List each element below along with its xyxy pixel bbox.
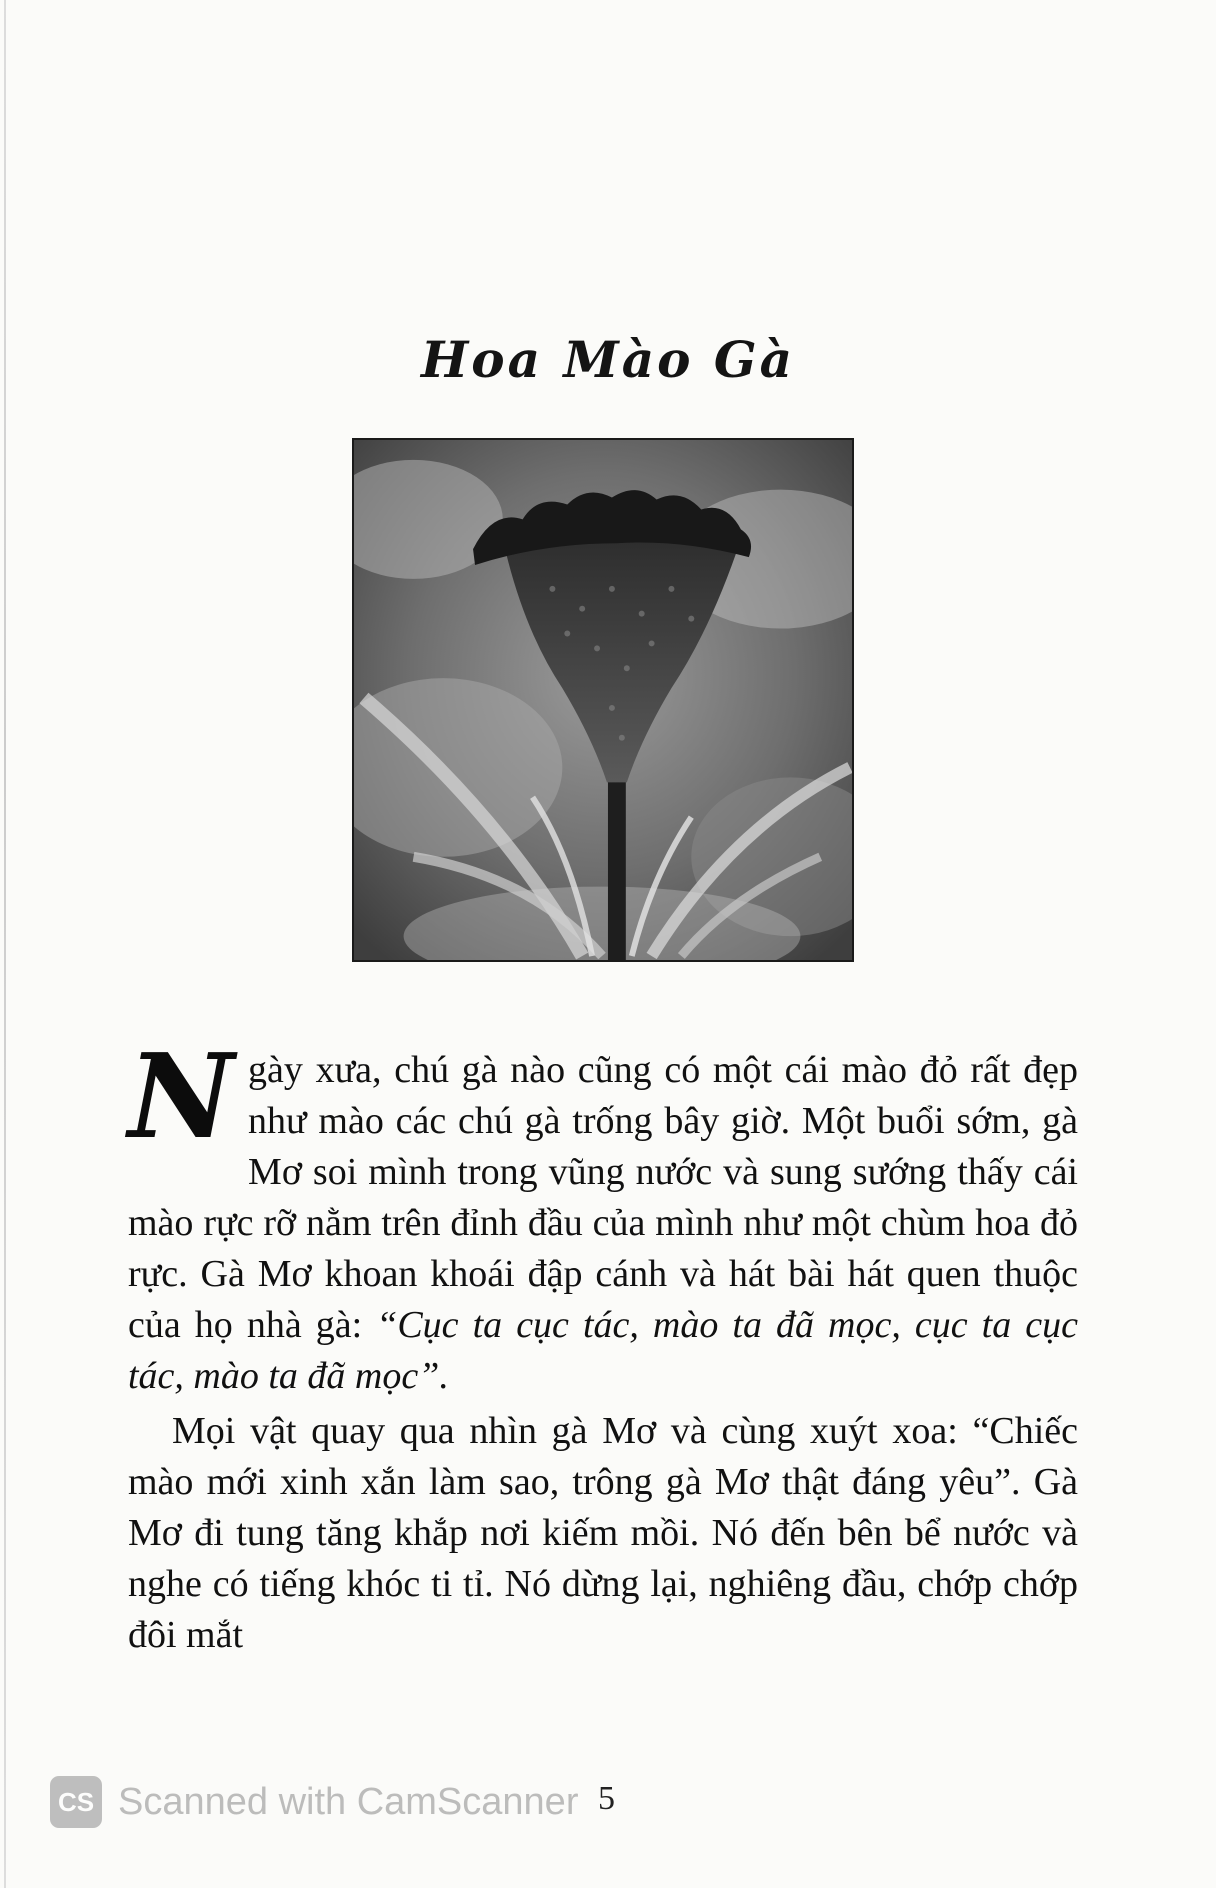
paragraph-text: gày xưa, chú gà nào cũng có một cái mào đỏ rất đẹp như mào các chú gà trống bây giờ. Một buổi sớm, gà Mơ soi mình trong vũng nước và sung sướng thấy cái mào rực rỡ nằm trên đỉnh đầu của mình như một chùm hoa đỏ rực. Gà Mơ khoan khoái đập cánh và hát bài hát quen thuộc của họ nhà gà: — [128, 1049, 1078, 1346]
camscanner-logo-icon: CS — [50, 1776, 102, 1828]
page-edge — [4, 0, 6, 1888]
page-number: 5 — [598, 1780, 615, 1817]
scanner-watermark — [50, 1776, 578, 1828]
song-lyrics: “Cục ta cục tác, mào ta đã mọc, cục ta cục tác, mào ta đã mọc”. — [128, 1304, 1079, 1397]
story-paragraph: Mọi vật quay qua nhìn gà Mơ và cùng xuýt xoa: “Chiếc mào mới xinh xắn làm sao, trông gà Mơ thật đáng yêu”. Gà Mơ đi tung tăng khắp nơi kiếm mồi. Nó đến bên bể nước và nghe có tiếng khóc ti tỉ. Nó dừng lại, nghiêng đầu, chớp chớp đôi mắt — [128, 1410, 1078, 1656]
story-title: Hoa Mào Gà — [421, 330, 795, 389]
watermark-text: Scanned with CamScanner — [118, 1780, 579, 1823]
cockscomb-flower-photo — [352, 438, 854, 962]
drop-cap: N — [128, 1029, 235, 1165]
story-paragraph — [128, 1029, 1079, 1402]
story-body — [128, 1029, 1079, 1661]
